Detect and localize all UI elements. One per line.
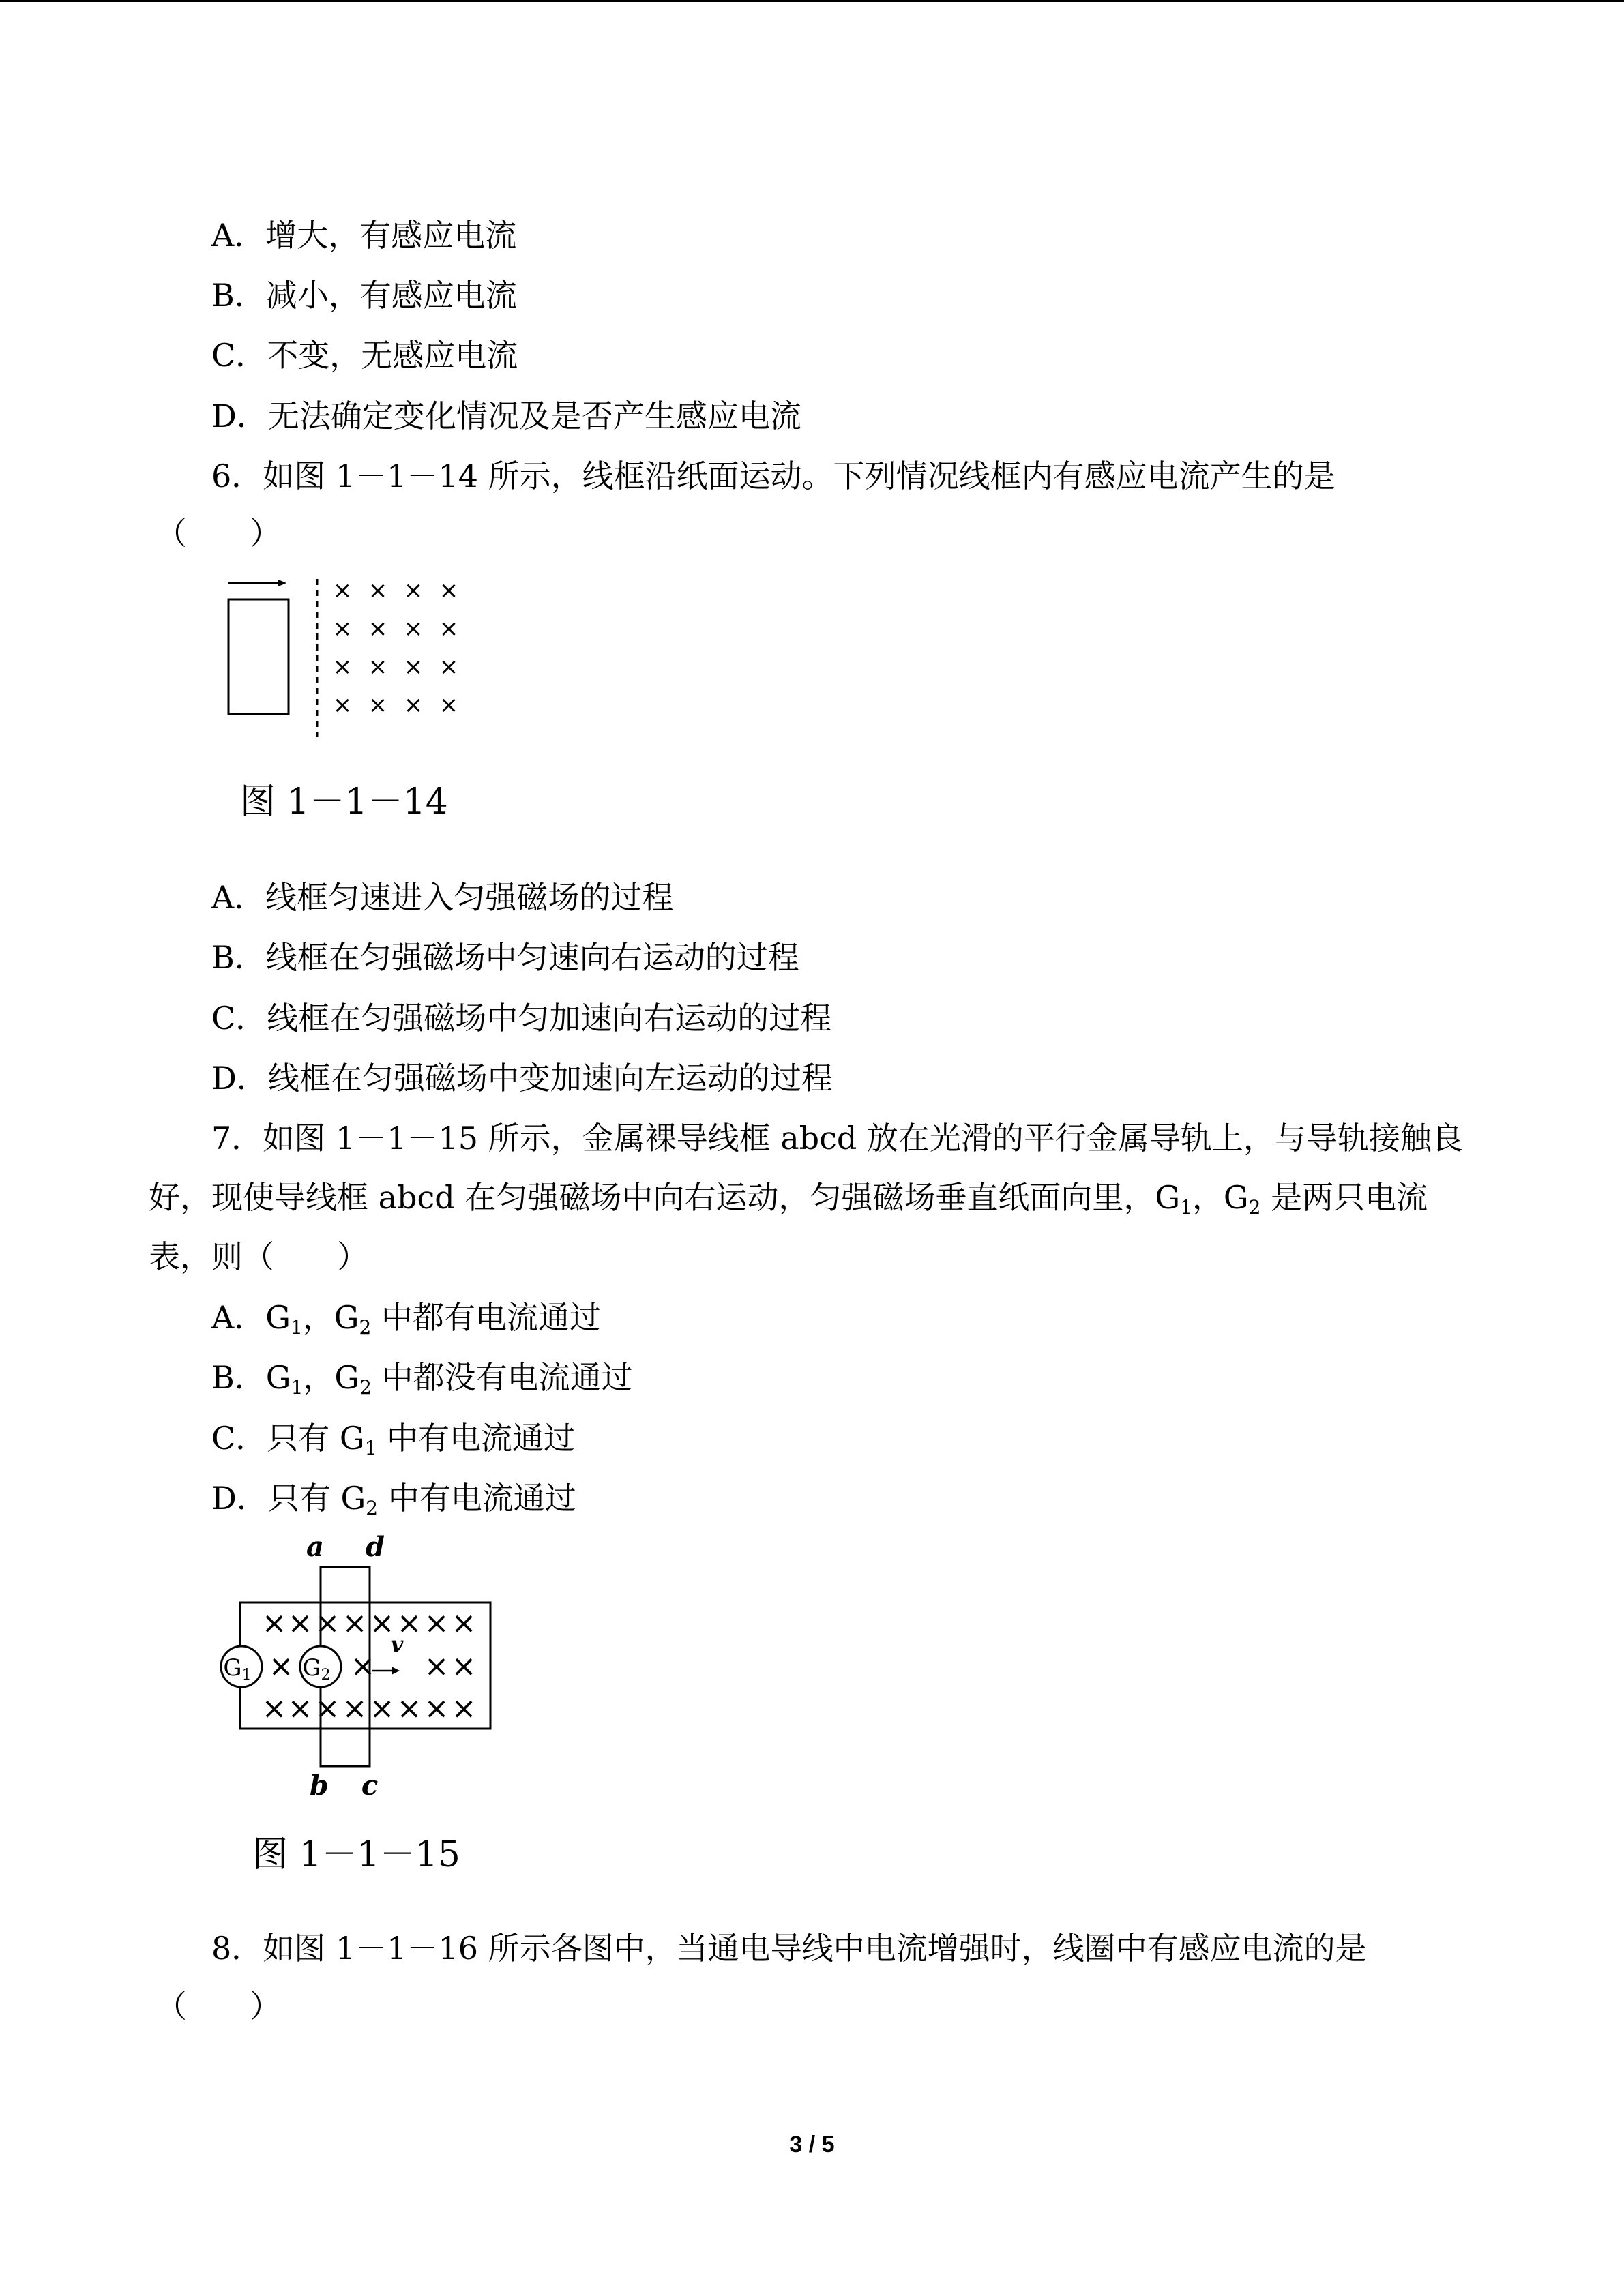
figure-caption-1-1-14: 图 1－1－14 [240, 781, 448, 822]
q7-stem-text: 是两只电流 [1260, 1179, 1428, 1216]
g2-sub: 2 [321, 1667, 331, 1684]
q6-option-c: C．线框在匀强磁场中匀加速向右运动的过程 [211, 1000, 832, 1037]
field-cross: × [287, 1606, 313, 1641]
q7-option-b [211, 1357, 633, 1398]
q7-stem-line1: 7．如图 1－1－15 所示，金属裸导线框 abcd 放在光滑的平行金属导轨上，与导轨接触良 [211, 1120, 1463, 1157]
field-cross: × [332, 691, 353, 719]
q6-option-d: D．线框在匀强磁场中变加速向左运动的过程 [211, 1060, 833, 1097]
q5-option-d: D．无法确定变化情况及是否产生感应电流 [211, 398, 801, 434]
q7-sub: 2 [359, 1376, 372, 1399]
field-cross: × [368, 615, 388, 642]
figure-1-1-14 [218, 569, 477, 740]
q6-option-a: A．线框匀速进入匀强磁场的过程 [211, 879, 674, 916]
field-cross: × [287, 1691, 313, 1726]
q7-option-d [211, 1478, 576, 1519]
field-cross: × [396, 1691, 422, 1726]
magnetic-field-crosses [333, 577, 459, 719]
q5-option-a: A．增大，有感应电流 [211, 217, 517, 254]
g1-sub: 1 [241, 1667, 252, 1684]
g1-letter: G [223, 1654, 242, 1682]
q7-sub: 2 [366, 1497, 379, 1519]
top-border [0, 0, 1624, 2]
field-cross: × [342, 1606, 368, 1641]
field-cross: × [350, 1649, 376, 1684]
field-cross: × [368, 653, 388, 681]
field-cross: × [439, 691, 459, 719]
velocity-arrow-head [392, 1667, 400, 1675]
field-cross: × [403, 615, 424, 642]
page-number: 3 / 5 [789, 2132, 835, 2158]
q6-stem: 6．如图 1－1－14 所示，线框沿纸面运动。下列情况线框内有感应电流产生的是 [211, 458, 1335, 494]
label-a: a [306, 1531, 324, 1563]
q7-option-text: 中有电流通过 [377, 1420, 576, 1457]
wire-frame [228, 599, 289, 714]
figure-caption-1-1-15: 图 1－1－15 [252, 1834, 460, 1875]
q7-option-text: 中都没有电流通过 [371, 1359, 633, 1396]
g2-letter: G [302, 1654, 321, 1682]
q7-sub: 1 [290, 1316, 303, 1339]
q8-stem: 8．如图 1－1－16 所示各图中，当通电导线中电流增强时，线圈中有感应电流的是 [211, 1930, 1367, 1967]
field-cross: × [403, 653, 424, 681]
label-d: d [366, 1531, 385, 1563]
q7-option-c [211, 1418, 575, 1459]
q7-sub: 2 [1248, 1196, 1261, 1219]
q7-sub: 1 [364, 1437, 377, 1459]
field-cross: × [403, 577, 424, 604]
field-cross: × [451, 1691, 477, 1726]
field-cross: × [369, 1606, 395, 1641]
q7-option-text: 中都有电流通过 [371, 1299, 601, 1336]
q7-option-text: 中有电流通过 [378, 1480, 576, 1517]
q7-sub: 1 [291, 1376, 304, 1399]
field-cross: × [369, 1691, 395, 1726]
field-cross: × [439, 577, 459, 604]
label-b: b [310, 1770, 329, 1802]
field-cross: × [403, 691, 424, 719]
field-cross: × [396, 1606, 422, 1641]
q7-option-a [211, 1297, 601, 1338]
label-v: v [390, 1631, 404, 1657]
field-cross: × [439, 653, 459, 681]
field-cross: × [368, 691, 388, 719]
q5-option-c: C．不变，无感应电流 [211, 337, 518, 374]
q5-option-b: B．减小，有感应电流 [211, 277, 517, 314]
field-cross: × [268, 1649, 294, 1684]
q7-stem-text: ，G [1192, 1179, 1249, 1216]
q8-answer-paren: （ ） [156, 1988, 281, 2025]
field-cross: × [332, 577, 353, 604]
field-cross: × [451, 1649, 477, 1684]
q7-sub: 2 [359, 1316, 372, 1339]
q7-stem-line2 [149, 1177, 1428, 1218]
q7-stem-text: 好，现使导线框 abcd 在匀强磁场中向右运动，匀强磁场垂直纸面向里，G [149, 1179, 1181, 1216]
figure-1-1-15 [211, 1527, 512, 1807]
q7-option-text: ，G [302, 1299, 359, 1336]
field-cross: × [368, 577, 388, 604]
field-cross: × [342, 1691, 368, 1726]
field-cross: × [314, 1691, 340, 1726]
q6-answer-paren: （ ） [156, 515, 281, 552]
q7-option-text: D．只有 G [211, 1480, 366, 1517]
field-cross: × [261, 1606, 287, 1641]
label-c: c [361, 1770, 379, 1802]
q7-stem-line3: 表，则（ ） [149, 1238, 368, 1275]
field-cross: × [261, 1691, 287, 1726]
q7-option-text: C．只有 G [211, 1420, 365, 1457]
field-cross: × [332, 653, 353, 681]
field-cross: × [424, 1606, 449, 1641]
field-cross: × [424, 1649, 449, 1684]
field-cross: × [439, 615, 459, 642]
q6-option-b: B．线框在匀强磁场中匀速向右运动的过程 [211, 939, 799, 976]
field-cross: × [424, 1691, 449, 1726]
field-cross: × [332, 615, 353, 642]
q7-sub: 1 [1180, 1196, 1192, 1219]
q7-option-text: B．G [211, 1359, 291, 1396]
field-cross: × [451, 1606, 477, 1641]
q7-option-text: A．G [211, 1299, 291, 1336]
field-cross: × [314, 1606, 340, 1641]
velocity-arrow-head [278, 580, 286, 586]
q7-option-text: ，G [303, 1359, 360, 1396]
